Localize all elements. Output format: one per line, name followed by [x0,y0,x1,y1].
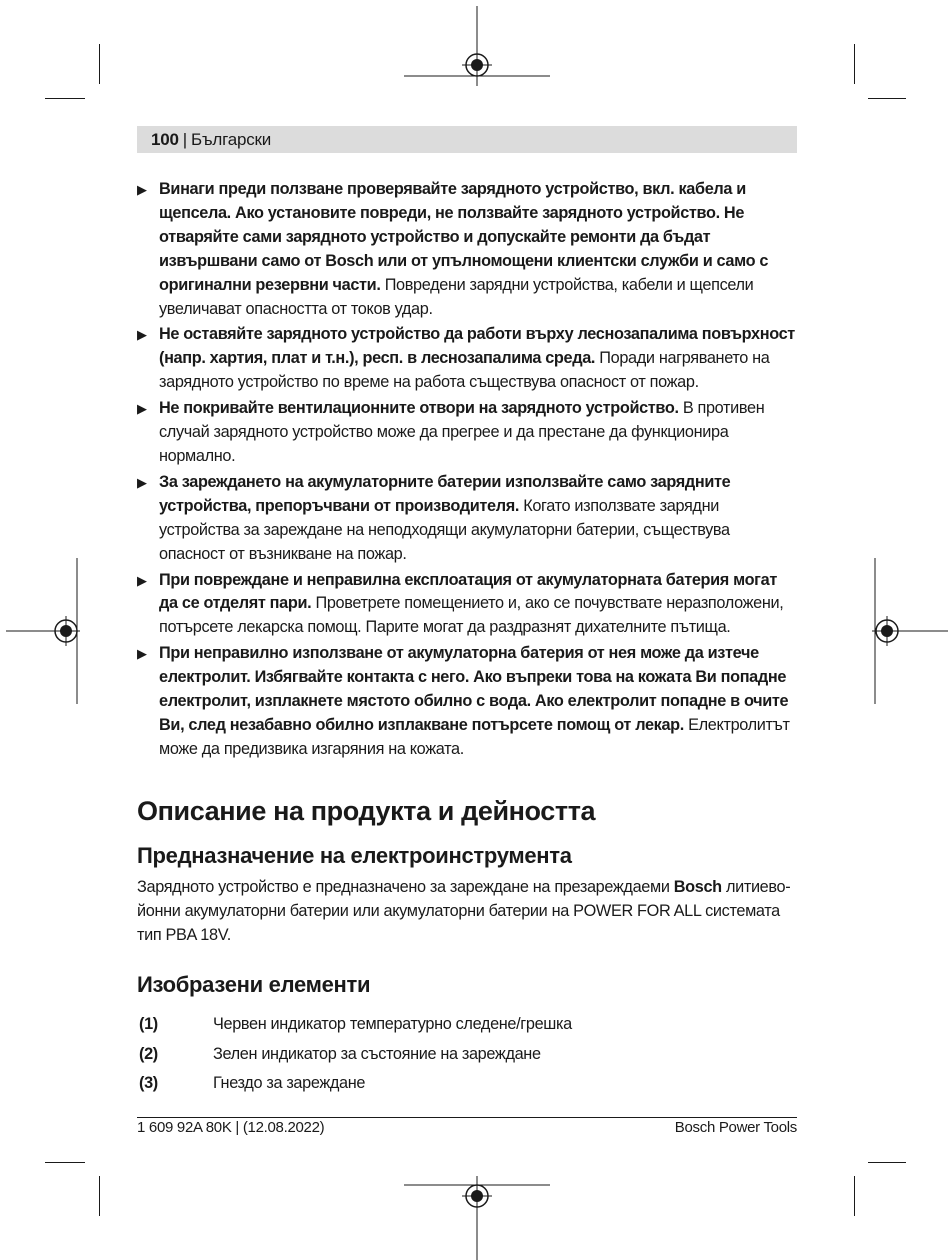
components-heading: Изобразени елементи [137,972,371,998]
page-content [137,178,797,1102]
intended-use-text-start: Зарядното устройство е предназначено за зареждане на презареждаеми [137,877,674,896]
bullet-text: Електролитът може да предизвика изгаряния на кожата. [159,715,790,758]
crop-mark [99,44,100,84]
crop-mark [868,1162,906,1163]
footer-divider [137,1117,797,1118]
bullet-bold-text: Не оставяйте зарядното устройство да работи върху леснозапалима повърхност (напр. хартия, плат и т.н.), респ. в леснозапалима среда. [159,325,795,368]
item-label: Гнездо за зареждане [213,1074,366,1093]
bullet-bold-text: За зареждането на акумулаторните батерии използвайте само зарядните устройства, препоръчвани от производителя. [159,472,731,515]
item-number: (1) [139,1015,158,1034]
safety-bullet [137,323,797,395]
bullet-bold-text: Не покривайте вентилационните отвори на зарядното устройство. [159,399,679,418]
intended-use-heading: Предназначение на електроинструмента [137,842,572,868]
footer-doc-id: 1 609 92A 80K | (12.08.2022) [137,1119,325,1136]
crop-mark [45,1162,85,1163]
brand-name: Bosch [673,877,722,896]
safety-bullet [137,178,797,321]
bullet-triangle-icon: ▶ [137,182,147,197]
bullet-bold-text: Винаги преди ползване проверявайте зарядното устройство, вкл. кабела и щепсела. Ако установите повреди, не ползвайте зарядното устройство. Не отваряйте сами зарядното устройство и допускайте ремонти да бъдат извършвани само от Bosch или от упълномощени клиентски служби и само с оригинални резервни части. [159,180,769,294]
crop-mark [45,98,85,99]
bullet-text: Когато използвате зарядни устройства за зареждане на неподходящи акумулаторни батерии, съществува опасност от възникване на пожар. [159,496,730,563]
item-number: (2) [139,1044,158,1063]
crop-mark [868,98,906,99]
list-item [137,1043,797,1073]
components-list [137,1013,797,1102]
crop-mark [854,1176,855,1216]
registration-mark-right [872,558,948,704]
bullet-bold-text: При неправилно използване от акумулаторна батерия от нея може да изтече електролит. Избягвайте контакта с него. Ако въпреки това на кожата Ви попадне електролит, изплакнете мястото обилно с вода. Ако електролит попадне в очите Ви, след незабавно обилно изплакване потърсете помощ от лекар. [159,644,789,734]
safety-bullet [137,569,797,641]
list-item [137,1072,797,1102]
intended-use-text-end: литиево-йонни акумулаторни батерии или акумулаторни батерии на POWER FOR ALL системата тип PBA 18V. [137,877,791,944]
intended-use-text [137,876,797,948]
bullet-triangle-icon: ▶ [137,646,147,662]
bullet-triangle-icon: ▶ [137,474,147,490]
item-label: Червен индикатор температурно следене/грешка [213,1015,572,1034]
page-number: 100 [151,129,179,149]
registration-mark-bottom [404,1176,550,1260]
section-title: Описание на продукта и дейността [137,795,596,826]
crop-mark [854,44,855,84]
bullet-bold-text: При повреждане и неправилна експлоатация от акумулаторната батерия могат да се отделят пари. [159,570,777,613]
bullet-triangle-icon: ▶ [137,572,147,588]
item-number: (3) [139,1074,158,1093]
registration-mark-left [6,558,80,704]
crop-mark [99,1176,100,1216]
bullet-text: Проветрете помещението и, ако се почувствате неразположени, потърсете лекарска помощ. Парите могат да раздразнят дихателните пътища. [159,594,784,637]
registration-mark-top [404,6,550,86]
header-language: Български [190,129,272,149]
header-separator: | [182,129,187,149]
footer-brand: Bosch Power Tools [674,1119,797,1136]
bullet-text: В противен случай зарядното устройство може да прегрее и да престане да функционира нормално. [159,399,765,465]
safety-bullet [137,642,797,762]
safety-bullet [137,397,797,469]
item-label: Зелен индикатор за състояние на зареждане [213,1044,541,1063]
page-header [137,126,797,153]
bullet-text: Поради нагряването на зарядното устройство по време на работа съществува опасност от пожар. [159,349,770,392]
bullet-triangle-icon: ▶ [137,401,147,417]
bullet-triangle-icon: ▶ [137,327,147,343]
page-footer [137,1119,797,1136]
safety-bullet [137,471,797,567]
bullet-text: Повредени зарядни устройства, кабели и щепсели увеличават опасността от токов удар. [159,275,754,318]
list-item [137,1013,797,1043]
